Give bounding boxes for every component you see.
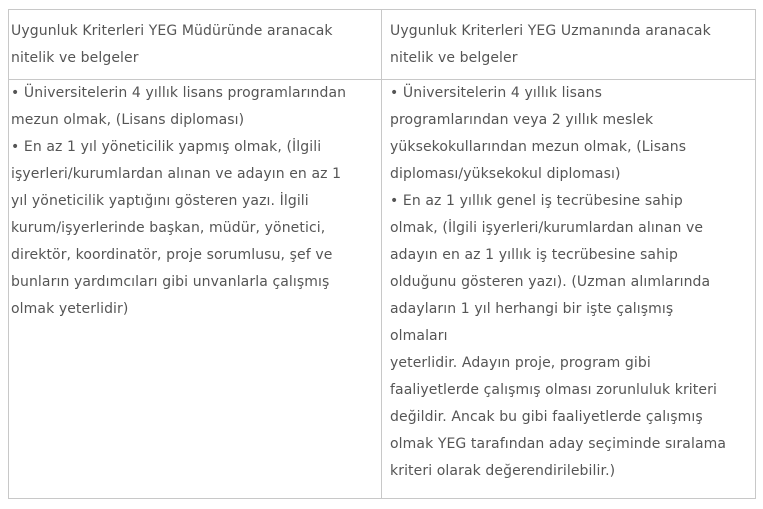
text-line: değildir. Ancak bu gibi faaliyetlerde çalışmış — [390, 409, 703, 425]
text-line: faaliyetlerde çalışmış olması zorunluluk kriteri — [390, 382, 717, 398]
text-line: • Üniversitelerin 4 yıllık lisans programlarından — [11, 85, 347, 101]
text-line: bunların yardımcıları gibi unvanlarla çalışmış — [11, 274, 330, 290]
header-line: Uygunluk Kriterleri YEG Uzmanında aranacak — [390, 23, 711, 39]
table-body-row — [9, 80, 756, 499]
text-line: kriteri olarak değerendirilebilir.) — [390, 463, 616, 479]
table-header-row — [9, 10, 756, 80]
specialist-criteria-cell — [382, 80, 756, 499]
manager-criteria-header — [9, 10, 382, 80]
text-line: • En az 1 yıl yöneticilik yapmış olmak, (İlgili — [11, 139, 322, 155]
header-line: Uygunluk Kriterleri YEG Müdüründe aranacak — [11, 23, 333, 39]
text-line: yeterlidir. Adayın proje, program gibi — [390, 355, 651, 371]
text-line: adayların 1 yıl herhangi bir işte çalışmış — [390, 301, 674, 317]
specialist-criteria-header — [382, 10, 756, 80]
text-line: • Üniversitelerin 4 yıllık lisans — [390, 85, 603, 101]
text-line: yıl yöneticilik yaptığını gösteren yazı. İlgili — [11, 193, 309, 209]
text-line: mezun olmak, (Lisans diploması) — [11, 112, 245, 128]
header-line: nitelik ve belgeler — [390, 50, 518, 66]
text-line: işyerleri/kurumlardan alınan ve adayın en az 1 — [11, 166, 342, 182]
text-line: programlarından veya 2 yıllık meslek — [390, 112, 654, 128]
text-line: olmak YEG tarafından aday seçiminde sıralama — [390, 436, 727, 452]
text-line: olduğunu gösteren yazı). (Uzman alımlarında — [390, 274, 711, 290]
text-line: diploması/yüksekokul diploması) — [390, 166, 621, 182]
text-line: olmak, (İlgili işyerleri/kurumlardan alınan ve — [390, 220, 704, 236]
criteria-table — [8, 9, 756, 499]
text-line: adayın en az 1 yıllık iş tecrübesine sahip — [390, 247, 679, 263]
text-line: kurum/işyerlerinde başkan, müdür, yönetici, — [11, 220, 326, 236]
text-line: olmaları — [390, 328, 448, 344]
text-line: direktör, koordinatör, proje sorumlusu, şef ve — [11, 247, 333, 263]
text-line: olmak yeterlidir) — [11, 301, 129, 317]
text-line: yüksekokullarından mezun olmak, (Lisans — [390, 139, 687, 155]
manager-criteria-cell — [9, 80, 382, 499]
text-line: • En az 1 yıllık genel iş tecrübesine sahip — [390, 193, 683, 209]
header-line: nitelik ve belgeler — [11, 50, 139, 66]
